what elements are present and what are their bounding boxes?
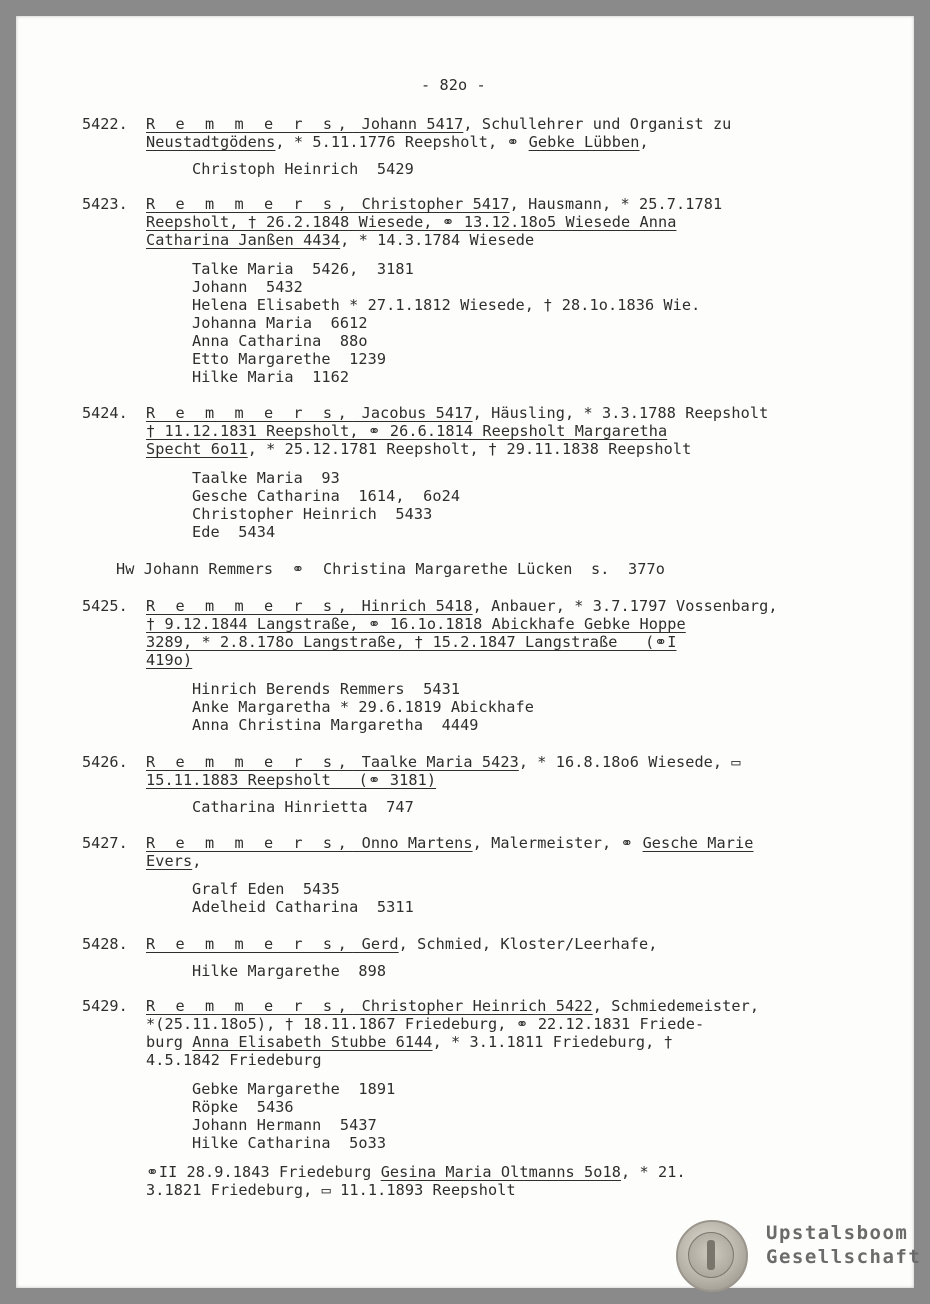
child-entry: Etto Margarethe 1239 <box>192 350 387 368</box>
child-entry: Gesche Catharina 1614, 6o24 <box>192 487 461 505</box>
entry-line: † 9.12.1844 Langstraße, ⚭ 16.1o.1818 Abickhafe Gebke Hoppe <box>146 615 686 633</box>
page-number: - 82o - <box>421 76 486 94</box>
entry-line: Reepsholt, † 26.2.1848 Wiesede, ⚭ 13.12.18o5 Wiesede Anna <box>146 213 677 231</box>
child-entry: Anke Margaretha * 29.6.1819 Abickhafe <box>192 698 535 716</box>
entry-line: Catharina Janßen 4434, * 14.3.1784 Wiesede <box>146 231 535 249</box>
entry-number: 5422. <box>82 115 128 133</box>
entry-line: R e m m e r s, Christopher 5417, Hausmann, * 25.7.1781 <box>146 195 723 213</box>
entry-number: 5426. <box>82 753 128 771</box>
child-entry: Johanna Maria 6612 <box>192 314 368 332</box>
entry-line: 4.5.1842 Friedeburg <box>146 1051 322 1069</box>
child-entry: Christoph Heinrich 5429 <box>192 160 414 178</box>
child-entry: Catharina Hinrietta 747 <box>192 798 414 816</box>
logo-line-2: Gesellschaft <box>766 1246 922 1268</box>
entry-number: 5429. <box>82 997 128 1015</box>
remarriage-line: ⚭II 28.9.1843 Friedeburg Gesina Maria Oltmanns 5o18, * 21. <box>146 1163 686 1181</box>
logo-line-1: Upstalsboom <box>766 1222 909 1244</box>
entry-line: Neustadtgödens, * 5.11.1776 Reepsholt, ⚭ Gebke Lübben, <box>146 133 649 151</box>
entry-line: R e m m e r s, Christopher Heinrich 5422, Schmiedemeister, <box>146 997 760 1015</box>
entry-line: R e m m e r s, Gerd, Schmied, Kloster/Leerhafe, <box>146 935 658 953</box>
entry-number: 5424. <box>82 404 128 422</box>
child-entry: Röpke 5436 <box>192 1098 294 1116</box>
child-entry: Christopher Heinrich 5433 <box>192 505 433 523</box>
child-entry: Talke Maria 5426, 3181 <box>192 260 414 278</box>
seal-logo-icon <box>676 1220 748 1292</box>
entry-number: 5423. <box>82 195 128 213</box>
child-entry: Johann 5432 <box>192 278 303 296</box>
child-entry: Gralf Eden 5435 <box>192 880 340 898</box>
entry-line: 15.11.1883 Reepsholt (⚭ 3181) <box>146 771 437 789</box>
document-page <box>16 16 922 1288</box>
child-entry: Ede 5434 <box>192 523 276 541</box>
child-entry: Hilke Catharina 5o33 <box>192 1134 387 1152</box>
child-entry: Helena Elisabeth * 27.1.1812 Wiesede, † 28.1o.1836 Wie. <box>192 296 701 314</box>
entry-line: † 11.12.1831 Reepsholt, ⚭ 26.6.1814 Reepsholt Margaretha <box>146 422 668 440</box>
remarriage-line: 3.1821 Friedeburg, ▭ 11.1.1893 Reepsholt <box>146 1181 516 1199</box>
entry-line: 3289, * 2.8.178o Langstraße, † 15.2.1847 Langstraße (⚭I <box>146 633 677 651</box>
entry-line: burg Anna Elisabeth Stubbe 6144, * 3.1.1811 Friedeburg, † <box>146 1033 673 1051</box>
child-entry: Johann Hermann 5437 <box>192 1116 377 1134</box>
entry-line: Evers, <box>146 852 202 870</box>
child-entry: Hinrich Berends Remmers 5431 <box>192 680 461 698</box>
child-entry: Anna Christina Margaretha 4449 <box>192 716 479 734</box>
entry-number: 5428. <box>82 935 128 953</box>
entry-line: 419o) <box>146 651 193 669</box>
hw-note: Hw Johann Remmers ⚭ Christina Margarethe Lücken s. 377o <box>116 560 665 578</box>
entry-number: 5425. <box>82 597 128 615</box>
entry-line: R e m m e r s, Hinrich 5418, Anbauer, * 3.7.1797 Vossenbarg, <box>146 597 778 615</box>
entry-line: Specht 6o11, * 25.12.1781 Reepsholt, † 29.11.1838 Reepsholt <box>146 440 692 458</box>
entry-line: R e m m e r s, Jacobus 5417, Häusling, * 3.3.1788 Reepsholt <box>146 404 769 422</box>
child-entry: Hilke Margarethe 898 <box>192 962 387 980</box>
child-entry: Gebke Margarethe 1891 <box>192 1080 396 1098</box>
child-entry: Anna Catharina 88o <box>192 332 368 350</box>
child-entry: Adelheid Catharina 5311 <box>192 898 414 916</box>
entry-number: 5427. <box>82 834 128 852</box>
entry-line: R e m m e r s, Taalke Maria 5423, * 16.8.18o6 Wiesede, ▭ <box>146 753 741 771</box>
entry-line: R e m m e r s, Johann 5417, Schullehrer und Organist zu <box>146 115 732 133</box>
child-entry: Hilke Maria 1162 <box>192 368 350 386</box>
child-entry: Taalke Maria 93 <box>192 469 340 487</box>
entry-line: *(25.11.18o5), † 18.11.1867 Friedeburg, ⚭ 22.12.1831 Friede- <box>146 1015 705 1033</box>
entry-line: R e m m e r s, Onno Martens, Malermeister, ⚭ Gesche Marie <box>146 834 754 852</box>
